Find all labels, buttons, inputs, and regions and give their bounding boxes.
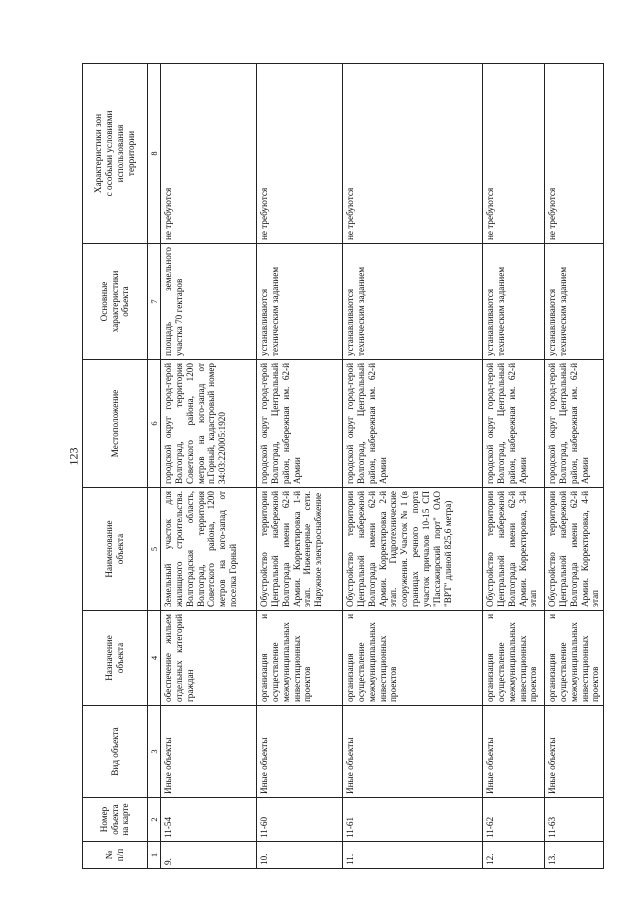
- map-object-number: 11-63: [545, 798, 604, 842]
- header-cell: Основные характеристики объекта: [83, 244, 148, 360]
- object-characteristics: устанавливаются техническим заданием: [483, 244, 545, 360]
- map-object-number: 11-62: [483, 798, 545, 842]
- object-characteristics: площадь земельного участка 70 гектаров: [161, 244, 257, 360]
- row-number: 9.: [161, 842, 257, 869]
- column-number-row: [148, 64, 161, 869]
- row-number: 13.: [545, 842, 604, 869]
- table-row: [545, 64, 604, 869]
- header-cell: Номер объекта на карте: [83, 798, 148, 842]
- table-row: [161, 64, 257, 869]
- object-location: городской округ город-герой Волгоград, территория Советского района, 1200 метров на юго-запад от п.Горный, кадастровый номер 34:03:220005:1920: [161, 360, 257, 488]
- header-row: [83, 64, 148, 869]
- zone-characteristics: не требуются: [161, 64, 257, 244]
- object-purpose: организация и осуществление межмуниципальных инвестиционных проектов: [483, 611, 545, 706]
- zone-characteristics: не требуются: [343, 64, 483, 244]
- table-row: [257, 64, 343, 869]
- page-number: 123: [66, 447, 81, 466]
- object-name: Обустройство территории Центральной набережной Волгограда имени 62-й Армии. Корректировка 2-й этап. Гидротехнические сооружения. Участок № 1 (в границах речного порта участок причалов 10-15 СП "Пассажирский порт" ОАО "ВРТ" длиной 825,6 метра): [343, 488, 483, 611]
- object-kind: Иные объекты: [343, 706, 483, 798]
- row-number: 12.: [483, 842, 545, 869]
- header-cell: № п/п: [83, 842, 148, 869]
- map-object-number: 11-60: [257, 798, 343, 842]
- header-cell: Наименование объекта: [83, 488, 148, 611]
- objects-table-sheet: [82, 64, 601, 869]
- object-purpose: обеспечение жильем отдельных категорий граждан: [161, 611, 257, 706]
- map-object-number: 11-61: [343, 798, 483, 842]
- object-characteristics: устанавливаются техническим заданием: [545, 244, 604, 360]
- table-row: [343, 64, 483, 869]
- object-location: городской округ город-герой Волгоград, Центральный район, набережная им. 62-й Армии: [343, 360, 483, 488]
- header-cell: Характеристики зон с особыми условиями использования территории: [83, 64, 148, 244]
- row-number: 10.: [257, 842, 343, 869]
- object-purpose: организация и осуществление межмуниципальных инвестиционных проектов: [545, 611, 604, 706]
- header-cell: Местоположение: [83, 360, 148, 488]
- map-object-number: 11-54: [161, 798, 257, 842]
- zone-characteristics: не требуются: [483, 64, 545, 244]
- column-number: 5: [148, 488, 161, 611]
- header-cell: Вид объекта: [83, 706, 148, 798]
- object-kind: Иные объекты: [257, 706, 343, 798]
- object-purpose: организация и осуществление межмуниципальных инвестиционных проектов: [257, 611, 343, 706]
- object-location: городской округ город-герой Волгоград, Центральный район, набережная им. 62-й Армии: [483, 360, 545, 488]
- column-number: 2: [148, 798, 161, 842]
- zone-characteristics: не требуются: [257, 64, 343, 244]
- object-characteristics: устанавливаются техническим заданием: [257, 244, 343, 360]
- object-location: городской округ город-герой Волгоград, Центральный район, набережная им. 62-й Армии: [257, 360, 343, 488]
- object-location: городской округ город-герой Волгоград, Центральный район, набережная им. 62-й Армии: [545, 360, 604, 488]
- column-number: 1: [148, 842, 161, 869]
- object-kind: Иные объекты: [483, 706, 545, 798]
- header-cell: Назначение объекта: [83, 611, 148, 706]
- table-row: [483, 64, 545, 869]
- object-name: Земельный участок для жилищного строительства. Волгоградская область, Волгоград, территория Советского района, 1200 метров на юго-запад от поселка Горный: [161, 488, 257, 611]
- objects-table: [82, 63, 604, 869]
- row-number: 11.: [343, 842, 483, 869]
- object-name: Обустройство территории Центральной набережной Волгограда имени 62-й Армии. Корректировка, 3-й этап: [483, 488, 545, 611]
- column-number: 8: [148, 64, 161, 244]
- object-name: Обустройство территории Центральной набережной Волгограда имени 62-й Армии. Корректировка 1-й этап. Инженерные сети. Наружное электроснабжение: [257, 488, 343, 611]
- object-kind: Иные объекты: [161, 706, 257, 798]
- object-characteristics: устанавливаются техническим заданием: [343, 244, 483, 360]
- object-purpose: организация и осуществление межмуниципальных инвестиционных проектов: [343, 611, 483, 706]
- column-number: 7: [148, 244, 161, 360]
- column-number: 4: [148, 611, 161, 706]
- column-number: 6: [148, 360, 161, 488]
- object-kind: Иные объекты: [545, 706, 604, 798]
- column-number: 3: [148, 706, 161, 798]
- zone-characteristics: не требуются: [545, 64, 604, 244]
- object-name: Обустройство территории Центральной набережной Волгограда имени 62-й Армии. Корректировка, 4-й этап: [545, 488, 604, 611]
